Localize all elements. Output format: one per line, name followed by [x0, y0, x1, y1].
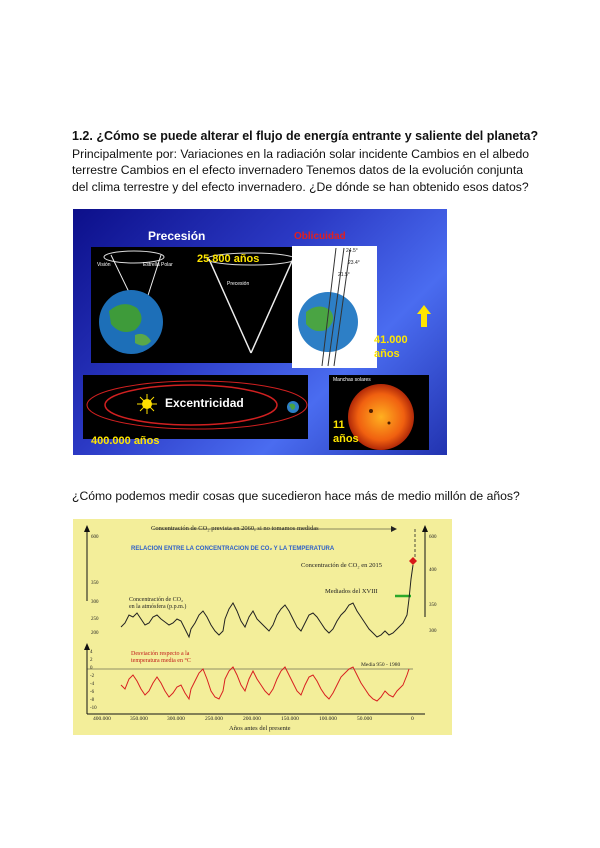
x-tick: 0 [411, 716, 414, 722]
co2-2015-marker [409, 557, 417, 565]
oblicuidad-period-unit: años [374, 348, 400, 360]
x-tick: 150.000 [281, 716, 299, 722]
x-tick: 50.000 [357, 716, 373, 722]
temp-tick: 2 [90, 658, 93, 663]
x-tick: 100.000 [319, 716, 337, 722]
oblicuidad-diagram [292, 246, 377, 368]
temp-axis-label-1: Desviación respecto a la [131, 651, 190, 657]
chart-title: RELACION ENTRE LA CONCENTRACION DE CO₂ Y LA TEMPERATURA [131, 546, 335, 552]
left-tick: 250 [91, 617, 99, 622]
x-tick: 350.000 [130, 716, 148, 722]
angle-1: 24.5° [346, 248, 358, 254]
x-axis-label: Años antes del presente [229, 725, 291, 732]
section-heading: 1.2. ¿Cómo se puede alterar el flujo de energía entrante y saliente del planeta? [72, 129, 539, 143]
right-tick: 350 [429, 603, 437, 608]
excentricidad-panel [83, 375, 308, 439]
right-tick: 400 [429, 568, 437, 573]
precesion-period: 25.800 años [197, 253, 260, 265]
manchas-panel [329, 375, 429, 450]
left-tick: 350 [91, 581, 99, 586]
temp-tick: -4 [90, 682, 95, 687]
milankovitch-figure [73, 209, 447, 455]
estrella-label: Estrella Polar [143, 262, 173, 268]
co2-axis-label-1: Concentración de CO₂ [129, 597, 184, 603]
co2-2015-label: Concentración de CO₂ en 2015 [301, 562, 382, 569]
left-tick: 600 [91, 535, 99, 540]
top-note: Concentración de CO₂ prevista en 2060, si no tomamos medidas [151, 525, 319, 532]
left-tick: 200 [91, 631, 99, 636]
manchas-label: Manchas solares [333, 377, 371, 383]
excentricidad-period: 400.000 años [91, 435, 160, 447]
x-tick: 200.000 [243, 716, 261, 722]
co2-temperature-figure [73, 519, 452, 735]
right-tick: 300 [429, 629, 437, 634]
question-text: ¿Cómo podemos medir cosas que sucedieron hace más de medio millón de años? [72, 489, 520, 503]
temp-tick: -2 [90, 674, 95, 679]
sun-period-unit: años [333, 433, 359, 445]
temp-axis-label-2: temperatura media en °C [131, 658, 191, 664]
temp-tick: -8 [90, 698, 95, 703]
oblicuidad-period-num: 41.000 [374, 334, 408, 346]
left-tick: 300 [91, 600, 99, 605]
precesion-title: Precesión [148, 229, 206, 243]
temp-tick: 4 [90, 650, 93, 655]
temp-tick: -6 [90, 690, 95, 695]
mediados-label: Mediados del XVIII [325, 588, 378, 595]
x-tick: 400.000 [93, 716, 111, 722]
arrow-up-icon [417, 305, 431, 327]
sun-period-num: 11 [333, 419, 345, 431]
temperature-series-line [121, 667, 409, 701]
oblicuidad-title: Oblicuidad [294, 231, 346, 242]
x-tick: 250.000 [205, 716, 223, 722]
media-label: Media 950 - 1980 [361, 662, 401, 668]
body-paragraph: Principalmente por: Variaciones en la radiación solar incidente Cambios en el albedo terrestre Cambios en el efecto invernadero Tenemos datos de la evolución conjunta del clima terrestre y del efecto invernadero. ¿De dónde se han obtenido esos datos? [72, 147, 530, 194]
co2-axis-label-2: en la atmósfera (p.p.m.) [129, 604, 187, 610]
oblicuidad-panel [292, 246, 377, 368]
angle-2: 23.4° [348, 260, 360, 266]
x-tick: 300.000 [167, 716, 185, 722]
temp-tick: 0 [90, 666, 93, 671]
vision-label: Visión [97, 262, 111, 268]
right-tick: 600 [429, 535, 437, 540]
angle-3: 21.5° [338, 272, 350, 278]
precesion-small-label: Precesión [227, 281, 250, 287]
excentricidad-label: Excentricidad [165, 396, 244, 410]
temp-tick: -10 [90, 706, 97, 711]
